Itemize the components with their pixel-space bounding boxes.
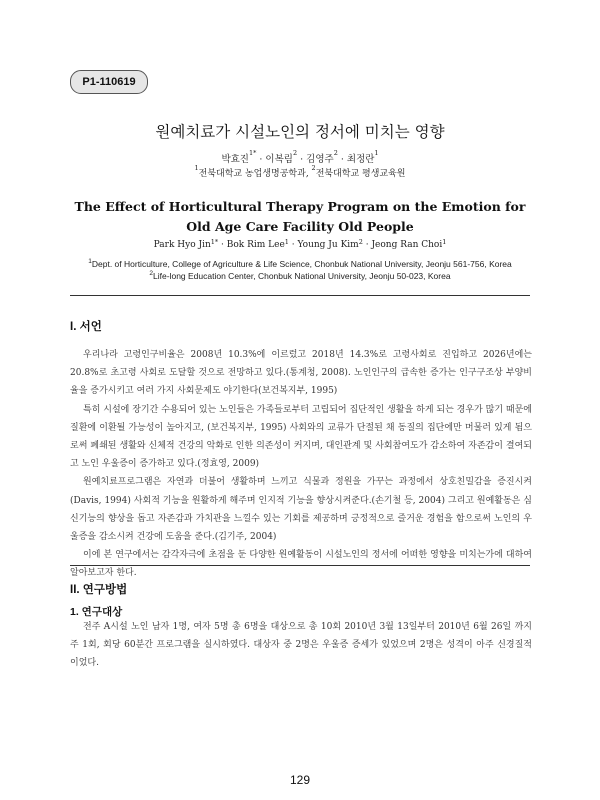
author-name: 최정란 — [346, 154, 375, 165]
affiliation-superscript: 2 — [311, 164, 316, 172]
author-superscript: 1* — [248, 149, 257, 157]
section-divider — [70, 565, 530, 566]
author-separator: · — [337, 154, 347, 165]
author-separator: · — [297, 154, 307, 165]
author-superscript: 2 — [292, 149, 298, 157]
page-number: 129 — [289, 773, 311, 787]
author-superscript: 1 — [442, 238, 447, 246]
affiliation-superscript: 1 — [194, 164, 199, 172]
paper-id-badge: P1-110619 — [70, 70, 148, 94]
author-name: 이복림 — [265, 154, 293, 165]
author-superscript: 2 — [333, 149, 338, 157]
paragraph: 전주 A시설 노인 남자 1명, 여자 5명 총 6명을 대상으로 총 10회 2010년 3월 13일부터 2010년 6월 26일 까지 주 1회, 회당 60분간 프로그램을 실시하였다. 대상자 중 2명은 우울증 증세가 있었으며 2명은 성격이 아주 신경질적 이었다. — [70, 622, 532, 669]
affiliation-text: 전북대학교 농업생명공학과, — [198, 169, 312, 179]
author-list-english — [0, 240, 600, 250]
paper-title-korean: 원예치료가 시설노인의 정서에 미치는 영향 — [155, 123, 445, 141]
author-name: 김영주 — [306, 154, 334, 165]
affiliation-line — [0, 270, 600, 282]
author-list-korean — [0, 151, 600, 165]
introduction-body — [70, 346, 532, 583]
affiliation-text: 전북대학교 평생교육원 — [315, 169, 406, 179]
author-name: Young Ju Kim — [297, 240, 359, 250]
author-separator: · — [256, 154, 266, 165]
author-separator: · — [362, 240, 372, 250]
section-heading-introduction: I. 서언 — [70, 321, 102, 333]
title-line: Old Age Care Facility Old People — [186, 219, 414, 234]
section-heading-methods: II. 연구방법 — [70, 584, 128, 596]
affiliation-text: Dept. of Horticulture, College of Agriculture & Life Science, Chonbuk National University, Jeonju 561-756, Korea — [91, 259, 512, 269]
affiliation-text: Life-long Education Center, Chonbuk National University, Jeonju 50-023, Korea — [153, 271, 451, 281]
author-name: 박효진 — [221, 154, 249, 165]
author-superscript: 1* — [210, 238, 219, 246]
author-superscript: 1 — [284, 238, 289, 246]
subsection-heading-subjects: 1. 연구대상 — [70, 606, 123, 618]
affiliation-superscript: 1 — [88, 258, 92, 265]
author-superscript: 1 — [374, 149, 379, 157]
paragraph: 특히 시설에 장기간 수용되어 있는 노인들은 가족들로부터 고립되어 집단적인 생활을 하게 되는 경우가 많기 때문에 질환에 이환될 가능성이 높아지고, (보건복지부, 1995) 사회와의 교류가 단절된 채 동질의 집단에만 머물러 있게 됨으로써 폐쇄된 생활와 신체적 건강의 악화로 인한 의존성이 커지며, 대인관계 및 사회참여도가 감소하여 자존감이 결여되고 노인 우울증이 증가하고 있다.(정효영, 2009) — [70, 404, 532, 470]
author-name: Jeong Ran Choi — [371, 240, 443, 250]
author-separator: · — [288, 240, 298, 250]
author-superscript: 2 — [358, 238, 363, 246]
paragraph: 우리나라 고령인구비율은 2008년 10.3%에 이르렀고 2018년 14.3%로 고령사회로 진입하고 2026년에는 20.8%로 초고령 사회로 도달할 것으로 전망하고 있다.(통계청, 2008). 노인인구의 급속한 증가는 인구구조상 부양비율을 증가시키고 여러 가지 사회문제도 야기한다(보건복지부, 1995) — [70, 350, 532, 397]
affiliation-english — [0, 258, 600, 282]
author-name: Park Hyo Jin — [153, 240, 211, 250]
title-line: The Effect of Horticultural Therapy Program on the Emotion for — [74, 199, 526, 214]
subjects-body — [70, 618, 532, 673]
author-name: Bok Rim Lee — [226, 240, 285, 250]
section-divider — [70, 295, 530, 296]
author-separator: · — [218, 240, 227, 250]
paragraph: 이에 본 연구에서는 감각자극에 초점을 둔 다양한 원예활동이 시설노인의 정서에 어떠한 영향을 미치는가에 대하여 알아보고자 한다. — [70, 550, 532, 579]
affiliation-superscript: 2 — [149, 270, 154, 277]
paragraph: 원예치료프로그램은 자연과 더불어 생활하며 느끼고 식물과 정원을 가꾸는 과정에서 상호친밀감을 증진시켜(Davis, 1994) 사회적 기능을 원활하게 해주며 인지적 기능을 향상시켜준다.(손기철 등, 2004) 그리고 원예활동은 심신기능의 향상을 돕고 자존감과 가치관을 느낄수 있는 기회를 제공하며 긍정적으로 즐거운 경험을 함으로써 노인의 우울증을 감소시켜 건강에 도움을 준다.(김기주, 2004) — [70, 477, 532, 543]
affiliation-line — [0, 258, 600, 270]
affiliation-korean — [0, 166, 600, 179]
paper-title-english — [0, 197, 600, 237]
